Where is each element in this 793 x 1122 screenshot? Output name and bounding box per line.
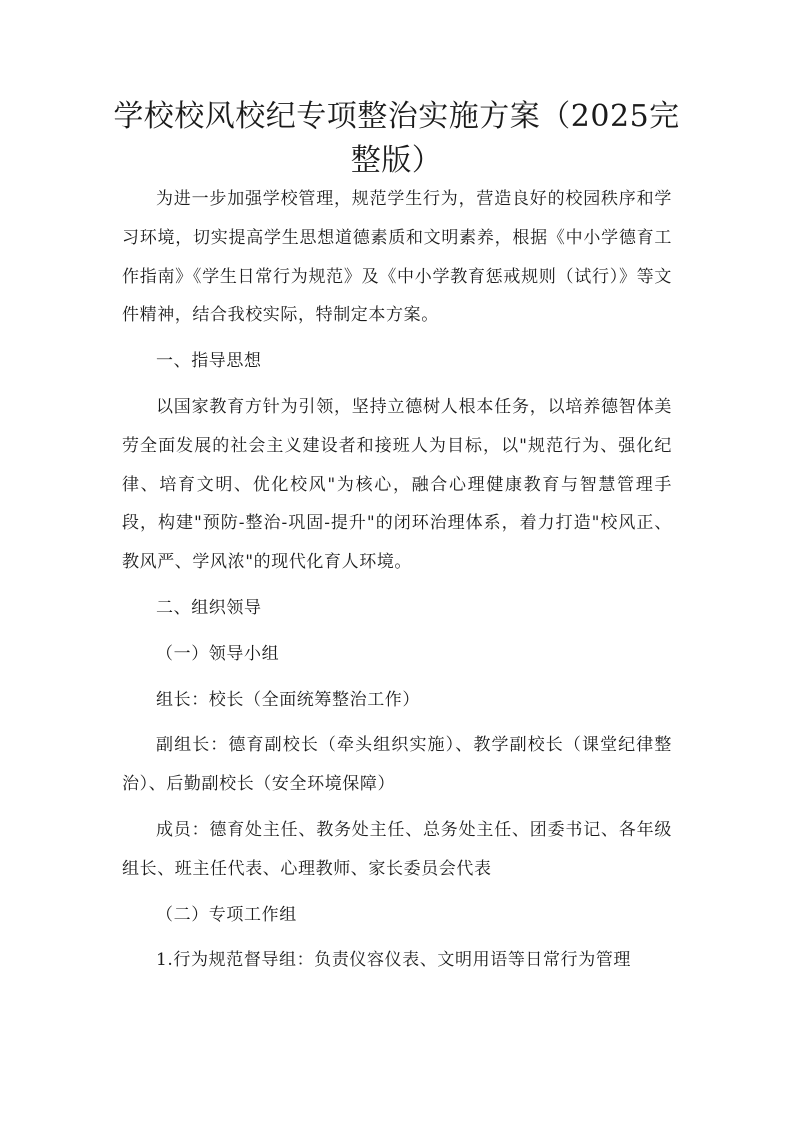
working-group-item-1: 1.行为规范督导组：负责仪容仪表、文明用语等日常行为管理: [156, 950, 632, 971]
section-heading-organization: 二、组织领导: [156, 597, 262, 618]
subsection-heading-leading-group: （一）领导小组: [156, 643, 280, 664]
document-body: [122, 180, 672, 987]
intro-paragraph: 为进一步加强学校管理，规范学生行为，营造良好的校园秩序和学习环境，切实提高学生思想道德素质和文明素养，根据《中小学德育工作指南》《学生日常行为规范》及《中小学教育惩戒规则（试行）》等文件精神，结合我校实际，特制定本方案。: [122, 189, 672, 326]
section-heading-guiding-ideology: 一、指导思想: [156, 351, 262, 372]
guiding-ideology-paragraph: 以国家教育方针为引领，坚持立德树人根本任务，以培养德智体美劳全面发展的社会主义建设者和接班人为目标，以"规范行为、强化纪律、培育文明、优化校风"为核心，融合心理健康教育与智慧管理手段，构建"预防-整治-巩固-提升"的闭环治理体系，着力打造"校风正、教风严、学风浓"的现代化育人环境。: [122, 396, 672, 573]
members-paragraph: 成员：德育处主任、教务处主任、总务处主任、团委书记、各年级组长、班主任代表、心理教师、家长委员会代表: [122, 819, 672, 879]
document-title: 学校校风校纪专项整治实施方案（2025完整版）: [113, 99, 680, 178]
group-leader-line: 组长：校长（全面统筹整治工作）: [156, 689, 420, 710]
subsection-heading-working-groups: （二）专项工作组: [156, 904, 297, 925]
deputy-leader-paragraph: 副组长：德育副校长（牵头组织实施）、教学副校长（课堂纪律整治）、后勤副校长（安全环境保障）: [122, 735, 672, 795]
